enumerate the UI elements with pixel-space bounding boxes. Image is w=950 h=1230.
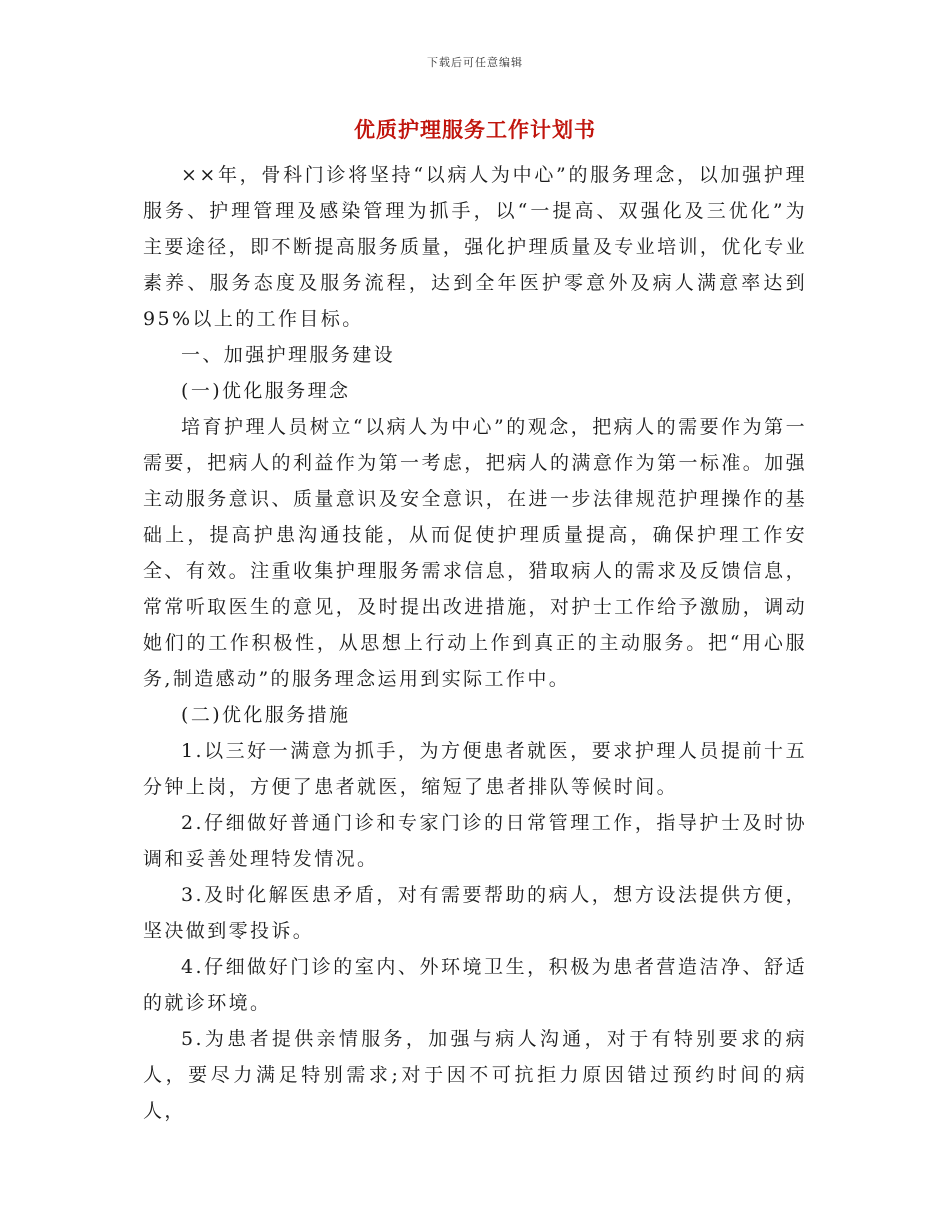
section-heading-1: 一、加强护理服务建设: [181, 344, 396, 366]
page-header-note: 下载后可任意编辑: [427, 56, 523, 69]
intro-paragraph: ××年，骨科门诊将坚持“以病人为中心”的服务理念，以加强护理服务、护理管理及感染管理为抓手，以“一提高、双强化及三优化”为主要途径，即不断提高服务质量，强化护理质量及专业培训，优化专业素养、服务态度及服务流程，达到全年医护零意外及病人满意率达到95%以上的工作目标。: [143, 164, 807, 330]
document-body: [143, 157, 807, 1129]
list-item-2: 2.仔细做好普通门诊和专家门诊的日常管理工作，指导护士及时协调和妥善处理特发情况。: [143, 812, 807, 870]
document-title: 优质护理服务工作计划书: [354, 117, 596, 142]
body-paragraph: 培育护理人员树立“以病人为中心”的观念，把病人的需要作为第一需要，把病人的利益作为第一考虑，把病人的满意作为第一标准。加强主动服务意识、质量意识及安全意识，在进一步法律规范护理操作的基础上，提高护患沟通技能，从而促使护理质量提高，确保护理工作安全、有效。注重收集护理服务需求信息，猎取病人的需求及反馈信息，常常听取医生的意见，及时提出改进措施，对护士工作给予激励，调动她们的工作积极性，从思想上行动上作到真正的主动服务。把“用心服务,制造感动”的服务理念运用到实际工作中。: [143, 416, 807, 690]
list-item-3: 3.及时化解医患矛盾，对有需要帮助的病人，想方设法提供方便，坚决做到零投诉。: [143, 884, 807, 942]
subsection-heading-1: (一)优化服务理念: [181, 380, 351, 402]
subsection-heading-2: (二)优化服务措施: [181, 704, 351, 726]
list-item-4: 4.仔细做好门诊的室内、外环境卫生，积极为患者营造洁净、舒适的就诊环境。: [143, 956, 807, 1014]
list-item-1: 1.以三好一满意为抓手，为方便患者就医，要求护理人员提前十五分钟上岗，方便了患者就医，缩短了患者排队等候时间。: [143, 740, 807, 798]
list-item-5: 5.为患者提供亲情服务，加强与病人沟通，对于有特别要求的病人，要尽力满足特别需求;对于因不可抗拒力原因错过预约时间的病人，: [143, 1028, 807, 1122]
